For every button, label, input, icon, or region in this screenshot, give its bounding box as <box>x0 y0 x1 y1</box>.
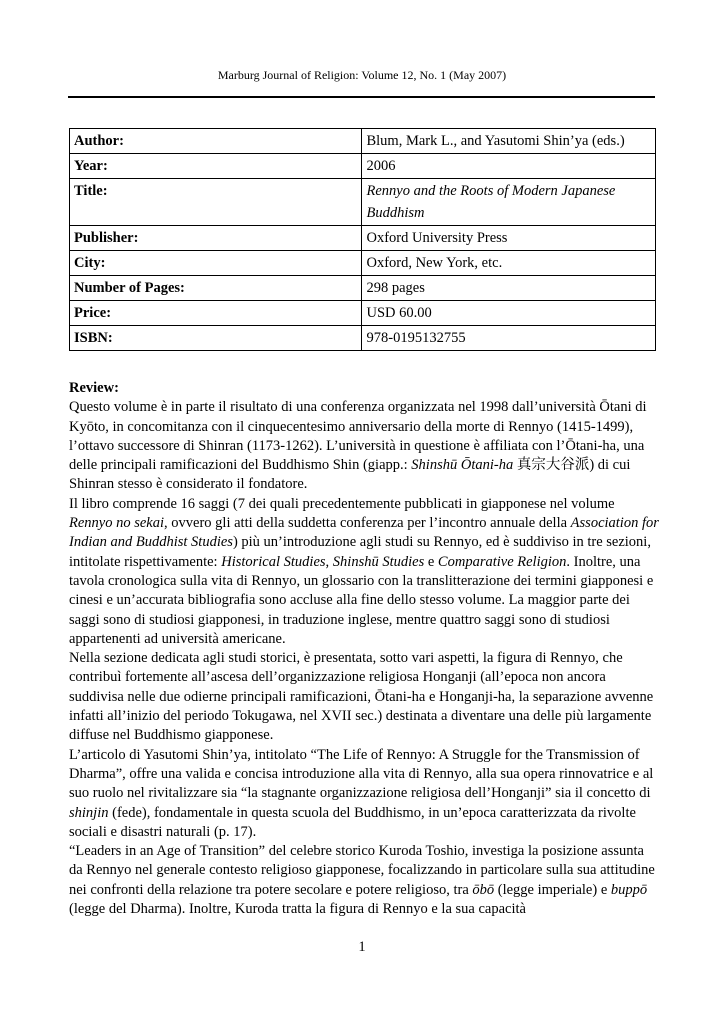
p2-italic-section-2: Shinshū Studies <box>332 553 425 570</box>
table-row-publisher <box>70 226 656 251</box>
review-paragraph-1 <box>69 398 659 494</box>
table-row-isbn <box>70 326 656 351</box>
table-row-pages <box>70 276 656 301</box>
price-label: Price: <box>70 301 362 326</box>
table-row-price <box>70 301 656 326</box>
p2-italic-book-title: Rennyo no sekai <box>69 515 165 532</box>
pages-label: Number of Pages: <box>70 276 362 301</box>
author-value: Blum, Mark L., and Yasutomi Shin’ya (eds.) <box>362 129 656 154</box>
p1-italic-term: Shinshū Ōtani-ha <box>411 457 514 474</box>
p5-text-a: “Leaders in an Age of Transition” del celebre storico Kuroda Toshio, investiga la posizione assunta da Rennyo nel generale contesto religioso giapponese, focalizzando in particolare sulla sua attitudine nei confronti della relazione tra potere secolare e potere religioso, tra <box>69 843 655 898</box>
p1-text-c: 真宗大谷派) di cui Shinran stesso è considerato il fondatore. <box>69 457 631 493</box>
isbn-value: 978-0195132755 <box>362 326 656 351</box>
table-row-title <box>70 179 656 226</box>
p2-text-g: , <box>325 553 333 570</box>
title-label: Title: <box>70 179 362 226</box>
year-value: 2006 <box>362 154 656 179</box>
p4-italic-term: shinjin <box>69 804 109 821</box>
city-value: Oxford, New York, etc. <box>362 251 656 276</box>
year-label: Year: <box>70 154 362 179</box>
p4-text-c: (fede), fondamentale in questa scuola del Buddhismo, in un’epoca caratterizzata da rivolte sociali e disastri naturali (p. 17). <box>69 804 636 840</box>
author-label: Author: <box>70 129 362 154</box>
table-row-city <box>70 251 656 276</box>
p4-text-a: L’articolo di Yasutomi Shin’ya, intitolato “The Life of Rennyo: A Struggle for the Transmission of Dharma”, offre una valida e concisa introduzione alla vita di Rennyo, alla sua opera rinnovatrice e al suo ruolo nel rivitalizzare sia “la stagnante organizzazione religiosa dell’Honganji” sia il concetto di <box>69 746 654 802</box>
review-paragraph-2 <box>69 495 659 649</box>
running-header: Marburg Journal of Religion: Volume 12, No. 1 (May 2007) <box>217 68 507 82</box>
pages-value: 298 pages <box>362 276 656 301</box>
price-value: USD 60.00 <box>362 301 656 326</box>
title-value: Rennyo and the Roots of Modern Japanese Buddhism <box>362 179 656 226</box>
review-paragraph-3: Nella sezione dedicata agli studi storici, è presentata, sotto vari aspetti, la figura di Rennyo, che contribuì fortemente all’ascesa dell’organizzazione religiosa Honganji (all’epoca non ancora suddivisa nelle due odierne principali ramificazioni, Ōtani-ha e Honganji-ha, la separazione avvenne infatti all’inizio del periodo Tokugawa, nel XVII sec.) destinata a diventare una delle più largamente diffuse nel Buddhismo giapponese. <box>69 650 654 744</box>
review-paragraph-5 <box>69 842 659 919</box>
p2-italic-section-3: Comparative Religion <box>437 553 567 570</box>
table-row-year <box>70 154 656 179</box>
publisher-value: Oxford University Press <box>362 226 656 251</box>
page-number: 1 <box>358 939 366 955</box>
book-metadata-table <box>69 128 656 351</box>
header-rule <box>68 96 655 98</box>
city-label: City: <box>70 251 362 276</box>
review-heading: Review: <box>69 380 119 396</box>
review-section <box>69 379 659 919</box>
p5-italic-term-2: buppō <box>610 881 648 898</box>
table-row-author <box>70 129 656 154</box>
p2-text-a: Il libro comprende 16 saggi (7 dei quali precedentemente pubblicati in giapponese nel volume <box>69 495 615 512</box>
p2-text-k: . Inoltre, una tavola cronologica sulla vita di Rennyo, un glossario con la translitterazione dei termini giapponesi e cinesi e un’accurata bibliografia sono accluse alla fine dello stesso volume. La maggior parte dei saggi sono di studiosi giapponesi, in traduzione inglese, mentre quattro saggi sono di studiosi appartenenti ad università americane. <box>69 553 654 647</box>
publisher-label: Publisher: <box>70 226 362 251</box>
p2-text-i: e <box>424 553 438 570</box>
p5-text-c: (legge imperiale) e <box>494 881 611 898</box>
p5-text-e: (legge del Dharma). Inoltre, Kuroda tratta la figura di Rennyo e la sua capacità <box>69 901 526 918</box>
p1-text-a: Questo volume è in parte il risultato di una conferenza organizzata nel 1998 dall’università Ōtani di Kyōto, in concomitanza con il cinquecentesimo anniversario della morte di Rennyo (1415-1499), l’ottavo successore di Shinran (1173-1262). L’università in questione è affiliata con l’Ōtani-ha, una delle principali ramificazioni del Buddhismo Shin (giapp.: <box>69 399 647 474</box>
p2-italic-association: Association for Indian and Buddhist Studies <box>69 515 659 551</box>
p2-text-c: , ovvero gli atti della suddetta conferenza per l’incontro annuale della <box>164 515 571 532</box>
review-paragraph-4 <box>69 746 659 842</box>
p2-italic-section-1: Historical Studies <box>221 553 326 570</box>
p2-text-e: ) più un’introduzione agli studi su Rennyo, ed è suddiviso in tre sezioni, intitolate rispettivamente: <box>69 534 651 570</box>
p5-italic-term-1: ōbō <box>472 881 495 898</box>
isbn-label: ISBN: <box>70 326 362 351</box>
